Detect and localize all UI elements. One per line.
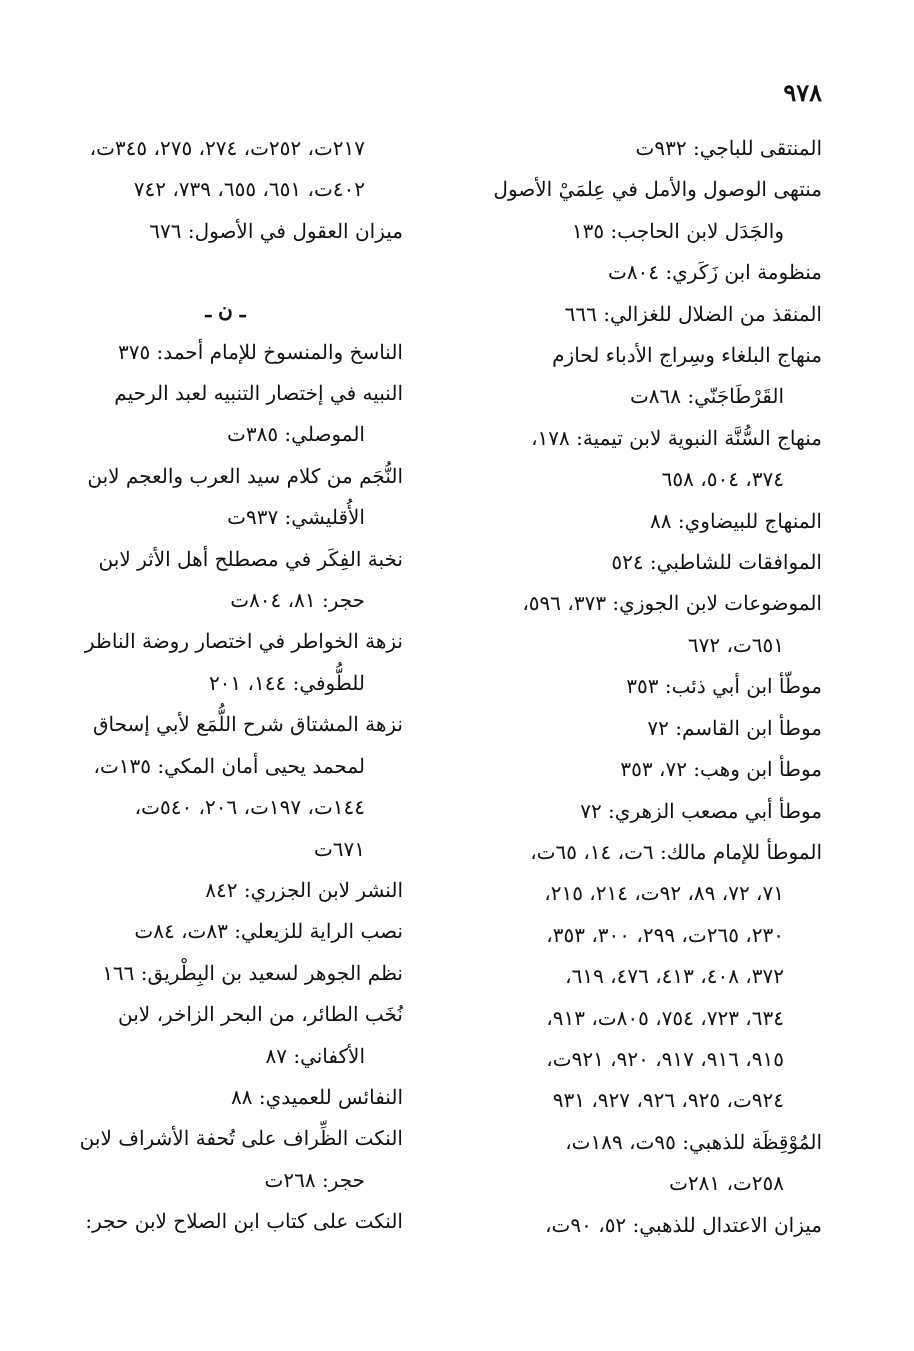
index-entry: النشر لابن الجزري: ٨٤٢ <box>205 877 403 902</box>
index-entry-continuation: ٢٥٨ت، ٢٨١ت <box>669 1171 784 1196</box>
index-entry-continuation: ٢١٧ت، ٢٥٢ت، ٢٧٤، ٢٧٥، ٣٤٥ت، <box>89 136 365 160</box>
index-entry: النكت الظِّراف على تُحفة الأشراف لابن <box>79 1126 403 1151</box>
index-entry-continuation: حجر: ٨١، ٨٠٤ت <box>230 588 365 613</box>
index-entry: النبيه في إختصار التنبيه لعبد الرحيم <box>114 381 403 406</box>
index-entry: نُخَب الطائر، من البحر الزاخر، لابن <box>118 1002 403 1027</box>
index-entry: ميزان الاعتدال للذهبي: ٥٢، ٩٠ت، <box>545 1212 822 1237</box>
page-number: ٩٧٨ <box>783 78 822 107</box>
index-entry: الموضوعات لابن الجوزي: ٣٧٣، ٥٩٦، <box>522 591 822 616</box>
index-entry: النفائس للعميدي: ٨٨ <box>230 1084 403 1109</box>
index-entry-continuation: الأُقليشي: ٩٣٧ت <box>227 505 365 530</box>
index-entry: منهاج السُّنَّة النبوية لابن تيمية: ١٧٨، <box>531 425 822 450</box>
index-entry-continuation: الأكفاني: ٨٧ <box>265 1043 365 1068</box>
index-entry-continuation: حجر: ٢٦٨ت <box>264 1167 365 1192</box>
index-entry-continuation: ٤٠٢ت، ٦٥١، ٦٥٥، ٧٣٩، ٧٤٢ <box>133 177 365 202</box>
index-entry: النكت على كتاب ابن الصلاح لابن حجر: <box>85 1209 403 1234</box>
index-column-right <box>467 128 822 1246</box>
index-entry-continuation: الموصلي: ٣٨٥ت <box>227 422 365 447</box>
index-entry: المنتقى للباجي: ٩٣٢ت <box>635 136 822 160</box>
index-entry: موطأ أبي مصعب الزهري: ٧٢ <box>580 798 822 823</box>
index-entry-continuation: والجَدَل لابن الحاجب: ١٣٥ <box>571 218 784 243</box>
index-entry: المُوْقِظَة للذهبي: ٩٥ت، ١٨٩ت، <box>565 1129 822 1154</box>
index-entry-continuation: ٦٧١ت <box>313 836 365 861</box>
index-entry-continuation: ٩١٥، ٩١٦، ٩١٧، ٩٢٠، ٩٢١ت، <box>546 1046 784 1071</box>
index-entry-continuation: لمحمد يحيى أمان المكي: ١٣٥ت، <box>93 753 365 778</box>
index-entry-continuation: ٧١، ٧٢، ٨٩، ٩٢ت، ٢١٤، ٢١٥، <box>544 881 784 906</box>
section-header: ـ ن ـ <box>205 298 246 323</box>
index-entry: المنهاج للبيضاوي: ٨٨ <box>650 508 822 533</box>
index-entry-continuation: ٦٣٤، ٧٢٣، ٧٥٤، ٨٠٥ت، ٩١٣، <box>546 1005 784 1030</box>
index-entry: نزهة المشتاق شرح اللُّمَع لأبي إسحاق <box>92 712 403 737</box>
index-entry: الموطأ للإمام مالك: ٦ت، ١٤، ٦٥ت، <box>530 839 822 864</box>
index-entry: موطّأ ابن أبي ذئب: ٣٥٣ <box>626 674 822 699</box>
index-entry: ميزان العقول في الأصول: ٦٧٦ <box>149 218 403 243</box>
index-entry: النُّجَم من كلام سيد العرب والعجم لابن <box>87 463 403 488</box>
index-entry: نصب الراية للزيعلي: ٨٣ت، ٨٤ت <box>134 919 403 944</box>
index-entry-continuation: القَرْطَاجَنّي: ٨٦٨ت <box>629 384 784 409</box>
index-column-left <box>48 128 403 1243</box>
index-entry: الموافقات للشاطبي: ٥٢٤ <box>611 550 822 575</box>
index-entry: منظومة ابن زَكَري: ٨٠٤ت <box>607 260 822 285</box>
index-entry-continuation: ٣٧٢، ٤٠٨، ٤١٣، ٤٧٦، ٦١٩، <box>565 964 784 989</box>
index-entry: منتهى الوصول والأمل في عِلمَيْ الأصول <box>493 177 822 202</box>
index-entry: نزهة الخواطر في اختصار روضة الناظر <box>84 629 403 654</box>
index-entry-continuation: للطُّوفي: ١٤٤، ٢٠١ <box>208 670 365 695</box>
index-entry-continuation: ٢٣٠، ٢٦٥ت، ٢٩٩، ٣٠٠، ٣٥٣، <box>546 922 784 947</box>
index-entry: منهاج البلغاء وسِراج الأدباء لحازم <box>552 343 822 368</box>
index-entry: المنقذ من الضلال للغزالي: ٦٦٦ <box>564 301 822 326</box>
index-entry: موطأ ابن وهب: ٧٢، ٣٥٣ <box>620 757 822 782</box>
index-entry-continuation: ٦٥١ت، ٦٧٢ <box>687 632 784 657</box>
index-entry: الناسخ والمنسوخ للإمام أحمد: ٣٧٥ <box>117 339 403 364</box>
index-entry-continuation: ٣٧٤، ٥٠٤، ٦٥٨ <box>661 467 784 492</box>
index-entry: نظم الجوهر لسعيد بن البِطْريق: ١٦٦ <box>102 960 403 985</box>
index-entry: نخبة الفِكَر في مصطلح أهل الأثر لابن <box>98 546 403 571</box>
index-entry-continuation: ٩٢٤ت، ٩٢٥، ٩٢٦، ٩٢٧، ٩٣١ <box>552 1088 784 1113</box>
index-entry: موطأ ابن القاسم: ٧٢ <box>647 715 822 740</box>
index-entry-continuation: ١٤٤ت، ١٩٧ت، ٢٠٦، ٥٤٠ت، <box>134 795 365 820</box>
